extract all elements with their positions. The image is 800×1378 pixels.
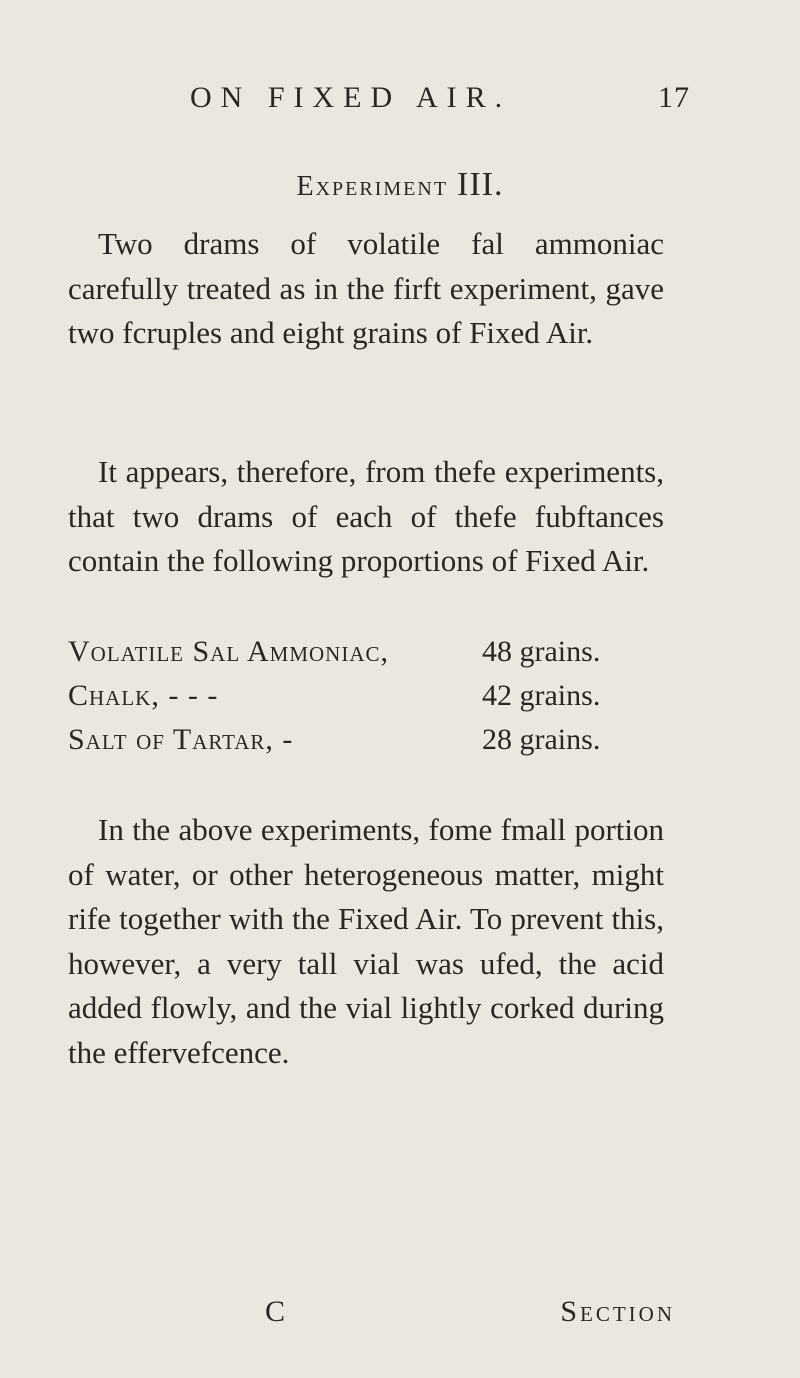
substance-value: 42 grains. [482,679,601,712]
heading-number: III. [457,166,504,203]
paragraph-experiment-result: Two drams of volatile fal ammoniac carefully treated as in the firft experiment, gave two fcruples and eight grains of Fixed Air. [68,226,664,350]
paragraph-conclusion: It appears, therefore, from thefe experiments, that two drams of each of thefe fubftances contain the following proportions of Fixed Air. [68,454,664,578]
table-row [68,630,664,674]
proportions-table [68,630,664,762]
page-footer [265,1292,685,1332]
page-number: 17 [658,81,690,114]
catchword: Section [560,1295,675,1328]
signature-mark: C [265,1295,286,1328]
section-heading [0,166,800,204]
substance-value: 48 grains. [482,635,601,668]
paragraph-method-note: In the above experiments, fome fmall portion of water, or other heterogeneous matter, might rife together with the Fixed Air. To prevent this, however, a very tall vial was ufed, the acid added flowly, and the vial lightly corked during the effervefcence. [68,812,664,1070]
table-row [68,718,664,762]
substance-name: Salt of Tartar, - [68,723,294,756]
table-row [68,674,664,718]
substance-name: Volatile Sal Ammoniac, [68,635,390,668]
running-head [190,78,690,118]
substance-value: 28 grains. [482,723,601,756]
running-head-title: ON FIXED AIR. [190,81,512,114]
substance-name: Chalk, - - - [68,679,219,712]
heading-label: Experiment [296,171,449,202]
